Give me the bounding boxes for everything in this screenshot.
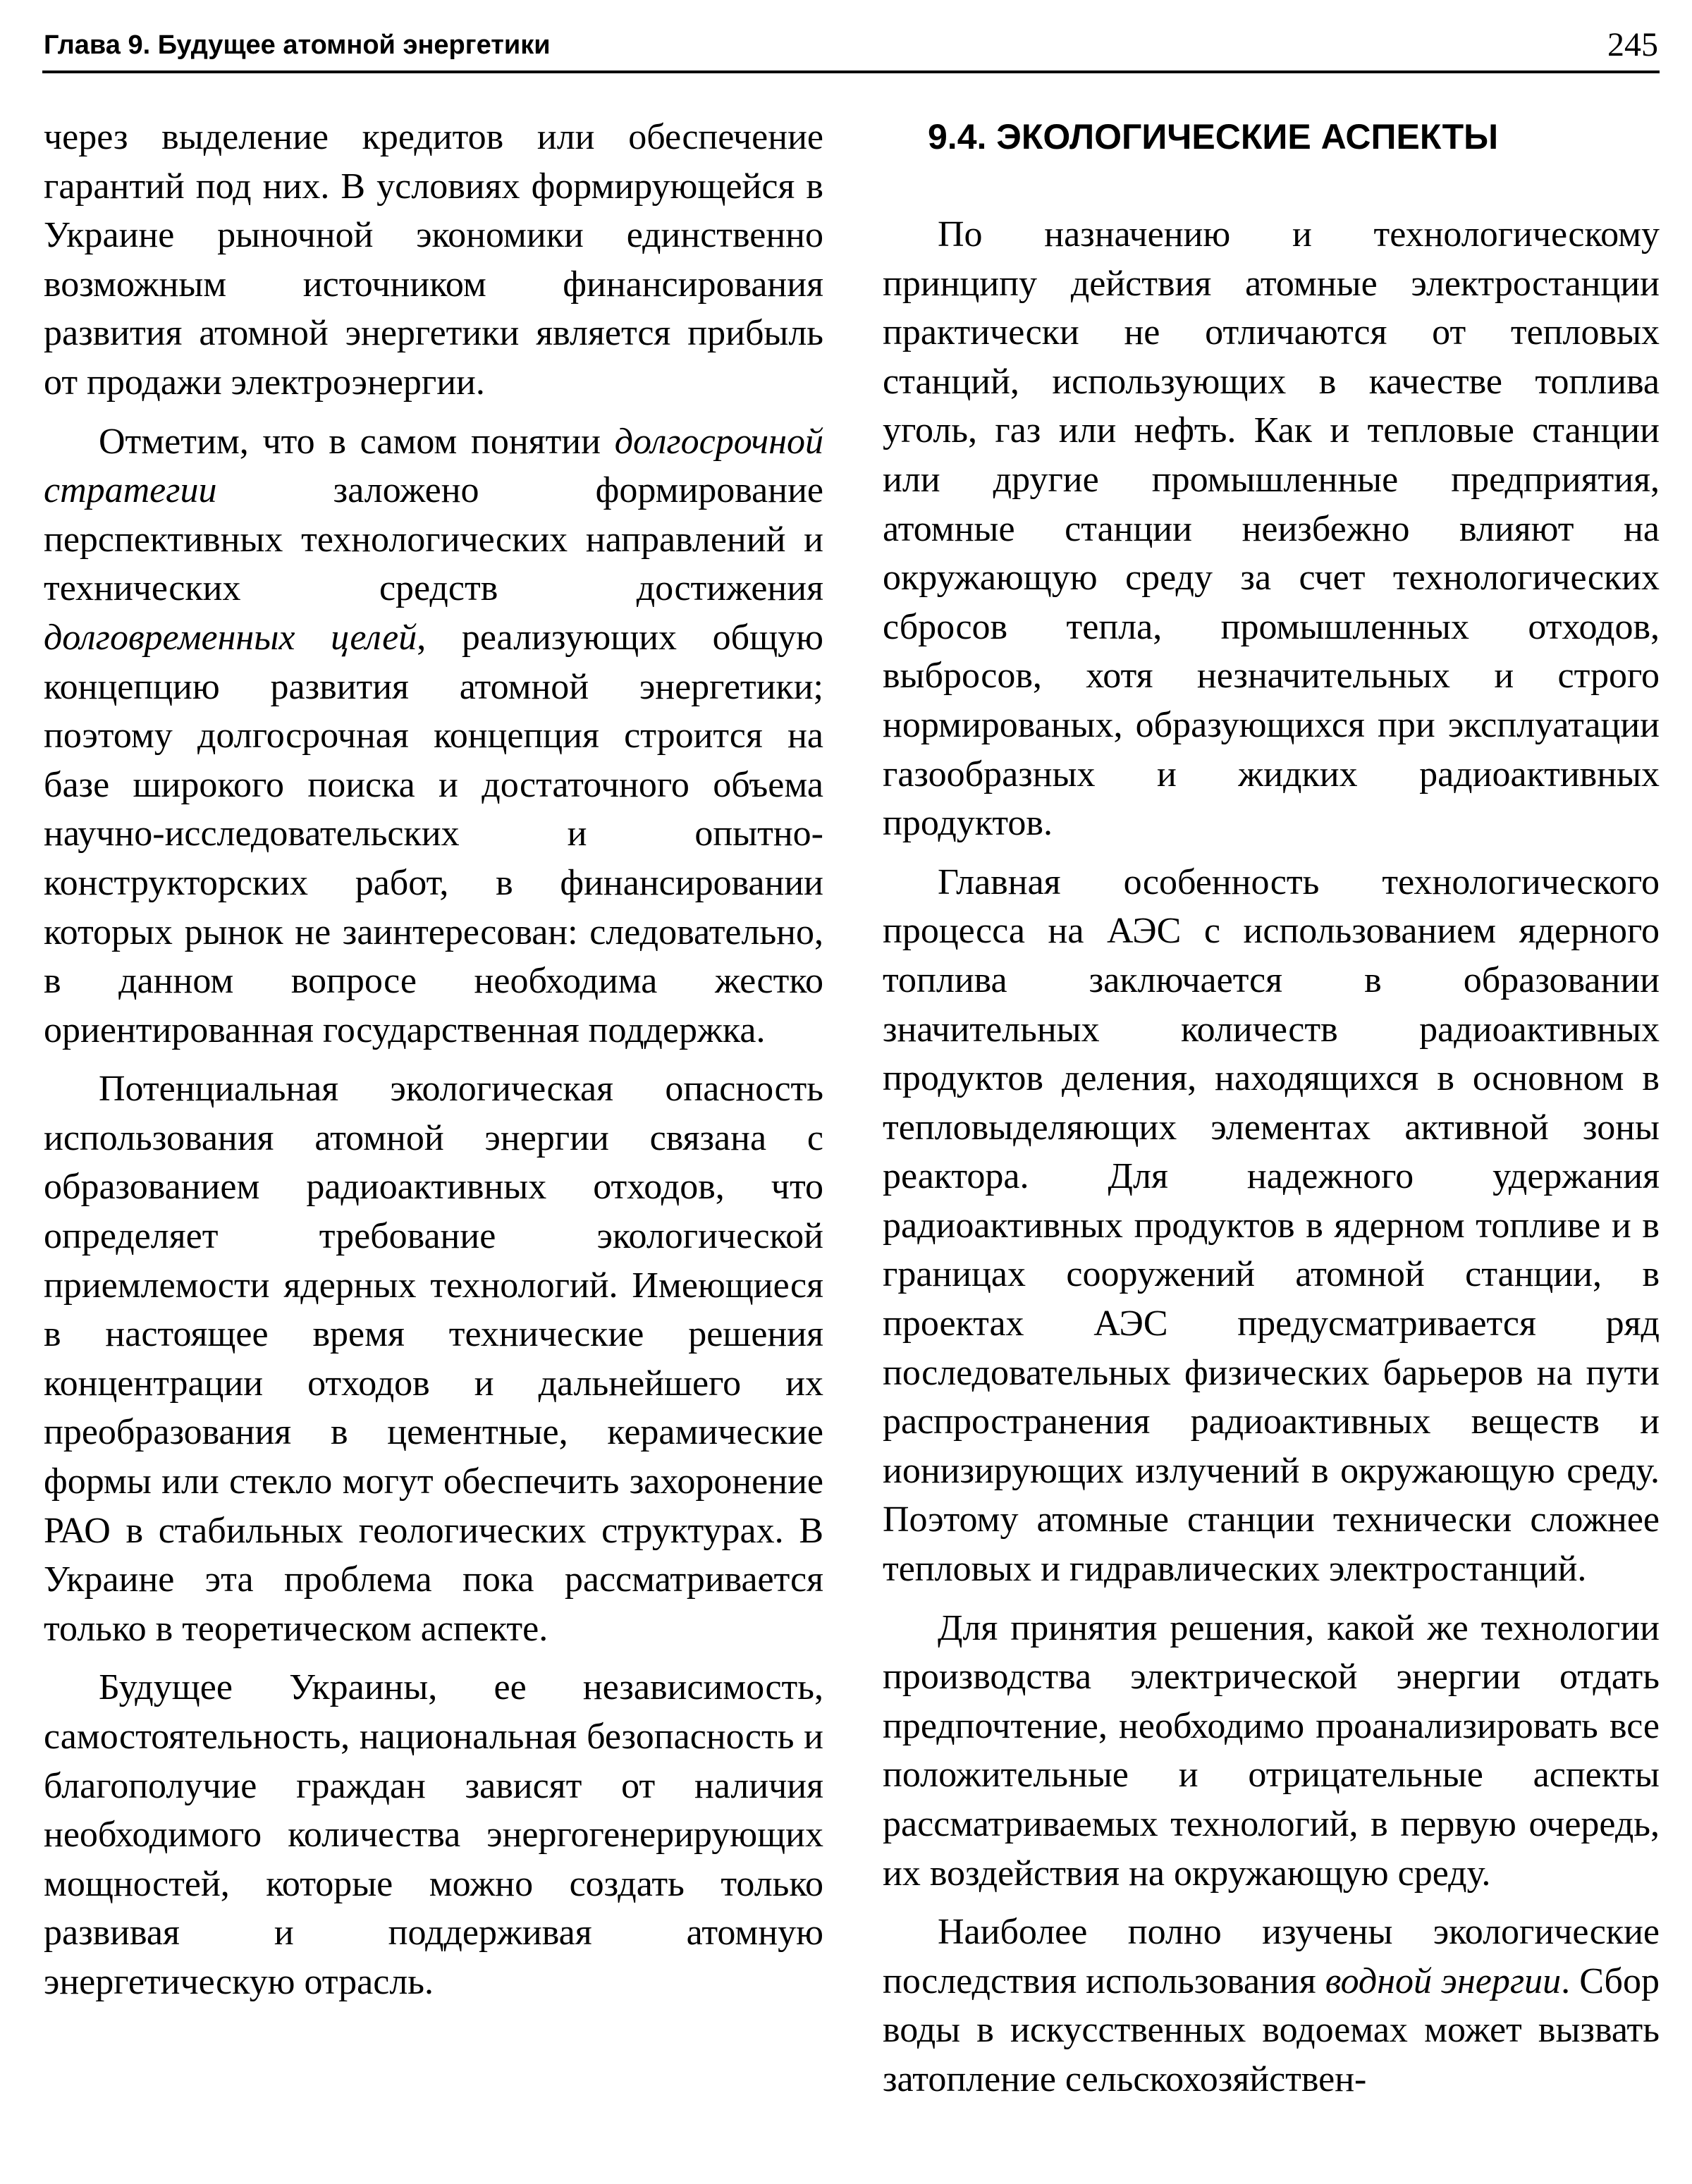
paragraph-future-of-ukraine: Будущее Украины, ее независимость, самостоятельность, национальная безопасность и благополучие граждан зависят от наличия необходимого количества энергогенерирующих мощностей, которые можно создать только развивая и поддерживая атомную энергетическую отрасль.: [44, 1667, 823, 2002]
paragraph-long-term-strategy: [44, 417, 823, 1055]
italic-term: долгосрочной стратегии: [44, 421, 823, 511]
section-heading: 9.4. ЭКОЛОГИЧЕСКИЕ АСПЕКТЫ: [928, 117, 1499, 157]
paragraph-npp-purpose: По назначению и технологическому принципу действия атомные электростанции практически не отличаются от тепловых станций, использующих в качестве топлива уголь, газ или нефть. Как и тепловые станции или другие промышленные предприятия, атомные станции неизбежно влияют на окружающую среду за счет технологических сбросов тепла, промышленных отходов, выбросов, хотя незначительных и строго нормированых, образующихся при эксплуатации газообразных и жидких радиоактивных продуктов.: [883, 214, 1660, 844]
paragraph-credits: через выделение кредитов или обеспечение гарантий под них. В условиях формирующейся в Украине рыночной экономики единственно возможным источником финансирования развития атомной энергетики является прибыль от продажи электроэнергии.: [44, 117, 823, 403]
chapter-title: Глава 9. Будущее атомной энергетики: [44, 30, 551, 60]
paragraph-text: заложено формирование перспективных технологических направлений и технических средств достижения: [44, 470, 823, 609]
paragraph-text: , реализующих общую концепцию развития атомной энергетики; поэтому долгосрочная концепция строится на базе широкого поиска и достаточного объема научно-исследовательских и опытно-конструкторских работ, в финансировании которых рынок не заинтересован: следовательно, в данном вопросе необходима жестко ориентированная государственная поддержка.: [44, 617, 823, 1050]
italic-term: долговременных целей: [44, 617, 417, 658]
paragraph-text: . Сбор воды в искусственных водоемах может вызвать затопление сельскохозяйствен-: [883, 1961, 1660, 2099]
italic-term: водной энергии: [1325, 1961, 1562, 2001]
paragraph-text: Наиболее полно изучены экологические последствия использования: [883, 1912, 1660, 2001]
paragraph-ecological-hazard: Потенциальная экологическая опасность использования атомной энергии связана с образованием радиоактивных отходов, что определяет требование экологической приемлемости ядерных технологий. Имеющиеся в настоящее время технические решения концентрации отходов и дальнейшего их преобразования в цементные, керамические формы или стекло могут обеспечить захоронение РАО в стабильных геологических структурах. В Украине эта проблема пока рассматривается только в теоретическом аспекте.: [44, 1069, 823, 1649]
page-number: 245: [1607, 26, 1658, 63]
running-header: [44, 21, 1658, 65]
paragraph-main-feature: Главная особенность технологического процесса на АЭС с использованием ядерного топлива заключается в образовании значительных количеств радиоактивных продуктов деления, находящихся в основном в тепловыделяющих элементах активной зоны реактора. Для надежного удержания радиоактивных продуктов в ядерном топливе и в границах сооружений атомной станции, в проектах АЭС предусматривается ряд последовательных физических барьеров на пути распространения радиоактивных веществ и ионизирующих излучений в окружающую среду. Поэтому атомные станции технически сложнее тепловых и гидравлических электростанций.: [883, 861, 1660, 1590]
header-divider: [42, 70, 1660, 73]
paragraph-decision: Для принятия решения, какой же технологии производства электрической энергии отдать предпочтение, необходимо проанализировать все положительные и отрицательные аспекты рассматриваемых технологий, в первую очередь, их воздействия на окружающую среду.: [883, 1607, 1660, 1894]
right-column: [883, 113, 1660, 2114]
left-column: [44, 113, 823, 2017]
paragraph-text: Отметим, что в самом понятии: [99, 421, 615, 462]
paragraph-water-energy: [883, 1908, 1660, 2104]
